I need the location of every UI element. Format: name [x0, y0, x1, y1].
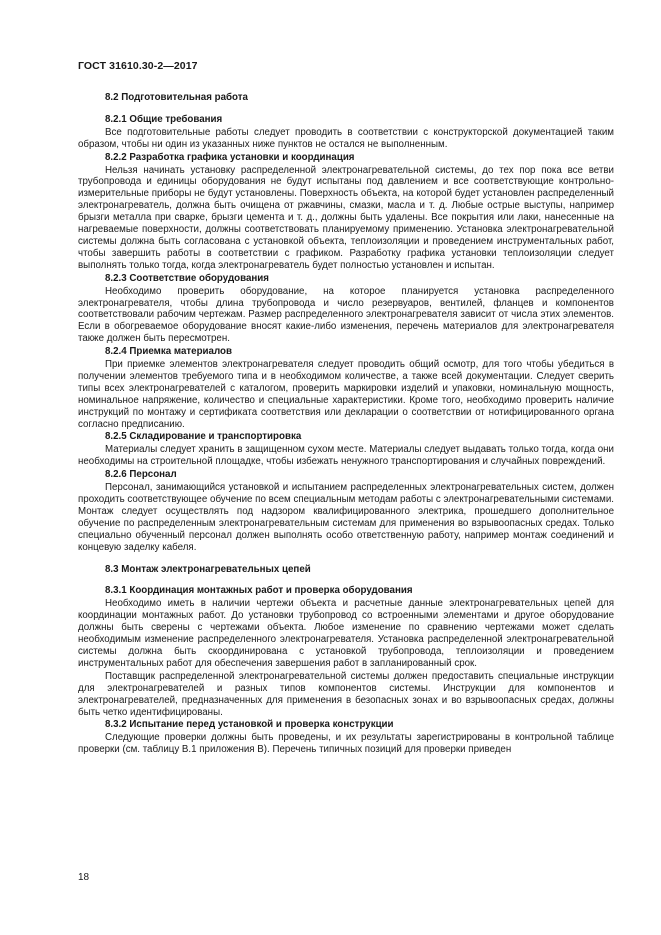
paragraph: Персонал, занимающийся установкой и испытанием распределенных электронагревательных систем, должен проходить соответствующее обучение по всем специальным методам работы с электронагревательными системами. Монтаж следует осуществлять под надзором квалифицированного электрика, прошедшего дополнительное обучение по распределенным электронагревательным системам для применения во взрывоопасных средах. Только специально обученный персонал должен выполнять особо ответственную работу, например монтаж соединений и концевую заделку кабеля.	[78, 482, 614, 553]
subsection-heading: 8.3.1 Координация монтажных работ и проверка оборудования	[105, 585, 413, 597]
paragraph: Все подготовительные работы следует проводить в соответствии с конструкторской документацией таким образом, чтобы ни один из указанных ниже пунктов не остался не выполненным.	[78, 126, 614, 150]
standard-number-header: ГОСТ 31610.30-2—2017	[78, 60, 198, 72]
subsection-heading: 8.3.2 Испытание перед установкой и проверка конструкции	[105, 719, 394, 731]
section-heading: 8.2 Подготовительная работа	[105, 92, 248, 103]
page-number: 18	[78, 872, 90, 883]
paragraph: Необходимо иметь в наличии чертежи объекта и расчетные данные электронагревательных цепей для координации монтажных работ. До установки трубопровод со встроенными элементами и другое оборудование должны быть сверены с чертежами объекта. Любое изменение по сравнению чертежами может сделать необходимым изменение распределенного электронагревателя. Установка распределенной электронагревательной системы должна быть скоординирована с установкой трубопровода, теплоизоляции и проведением инструментальных работ для обеспечения завершения работ в запланированный срок.	[78, 598, 614, 669]
paragraph: Следующие проверки должны быть проведены, и их результаты зарегистрированы в контрольной таблице проверки (см. таблицу В.1 приложения В). Перечень типичных позиций для проверки приведен	[78, 732, 614, 756]
subsection-heading: 8.2.5 Складирование и транспортировка	[105, 431, 302, 443]
paragraph: Нельзя начинать установку распределенной электронагревательной системы, до тех пор пока все ветви трубопровода и единицы оборудования не будут испытаны под давлением и все соответствующие контрольно-измерительные приборы не будут установлены. Поверхность объекта, на которой будет установлен распределенный электронагреватель, должна быть очищена от ржавчины, смазки, масла и т. д. Любые острые выступы, например брызги металла при сварке, брызги цемента и т. д., должны быть удалены. Все покрытия или лаки, нанесенные на нагреваемые поверхности, должны соответствовать планируемому применению. Установка электронагревательной системы должна быть согласована с установкой объекта, теплоизоляции и проведением инструментальных работ, чтобы завершить работы в соответствии с графиком. Разработку графика установки теплоизоляции следует выполнять только тогда, когда электронагреватель будет полностью установлен и испытан.	[78, 164, 614, 271]
subsection-heading: 8.2.3 Соответствие оборудования	[105, 272, 269, 284]
subsection-heading: 8.2.2 Разработка графика установки и координация	[105, 151, 355, 163]
paragraph: Поставщик распределенной электронагревательной системы должен предоставить специальные инструкции для электронагревателей и разных типов компонентов системы. Инструкции для компонентов и электронагревателей, предназначенных для применения в безопасных зонах и во взрывоопасных средах, должны быть четко идентифицированы.	[78, 670, 614, 718]
paragraph: При приемке элементов электронагревателя следует проводить общий осмотр, для того чтобы убедиться в получении элементов требуемого типа и в необходимом количестве, а также всей документации. Следует сверить типы всех электронагревателей с каталогом, проверить маркировки изделий и упаковки, номинальную мощность, номинальное напряжение, количество и специальные характеристики. Кроме того, необходимо проверить наличие инструкций по монтажу и сертификата соответствия или декларации о соответствии от нотифицированного органа согласно предписанию.	[78, 359, 614, 430]
section-heading: 8.3 Монтаж электронагревательных цепей	[105, 563, 311, 575]
subsection-heading: 8.2.1 Общие требования	[105, 113, 223, 125]
paragraph: Необходимо проверить оборудование, на которое планируется установка распределенного электронагревателя, чтобы длина трубопровода и число резервуаров, вентилей, фланцев и компонентов соответствовали рабочим чертежам. Размер распределенного электронагревателя зависит от числа этих элементов. Если в обогреваемое оборудование вносят какие-либо изменения, перечень материалов для электронагревателя также должен быть пересмотрен.	[78, 285, 614, 345]
subsection-heading: 8.2.4 Приемка материалов	[105, 346, 232, 358]
document-body	[78, 92, 614, 757]
paragraph: Материалы следует хранить в защищенном сухом месте. Материалы следует выдавать только тогда, когда они необходимы на строительной площадке, чтобы избежать ненужного транспортирования и случайных повреждений.	[78, 444, 614, 468]
subsection-heading: 8.2.6 Персонал	[105, 469, 177, 481]
